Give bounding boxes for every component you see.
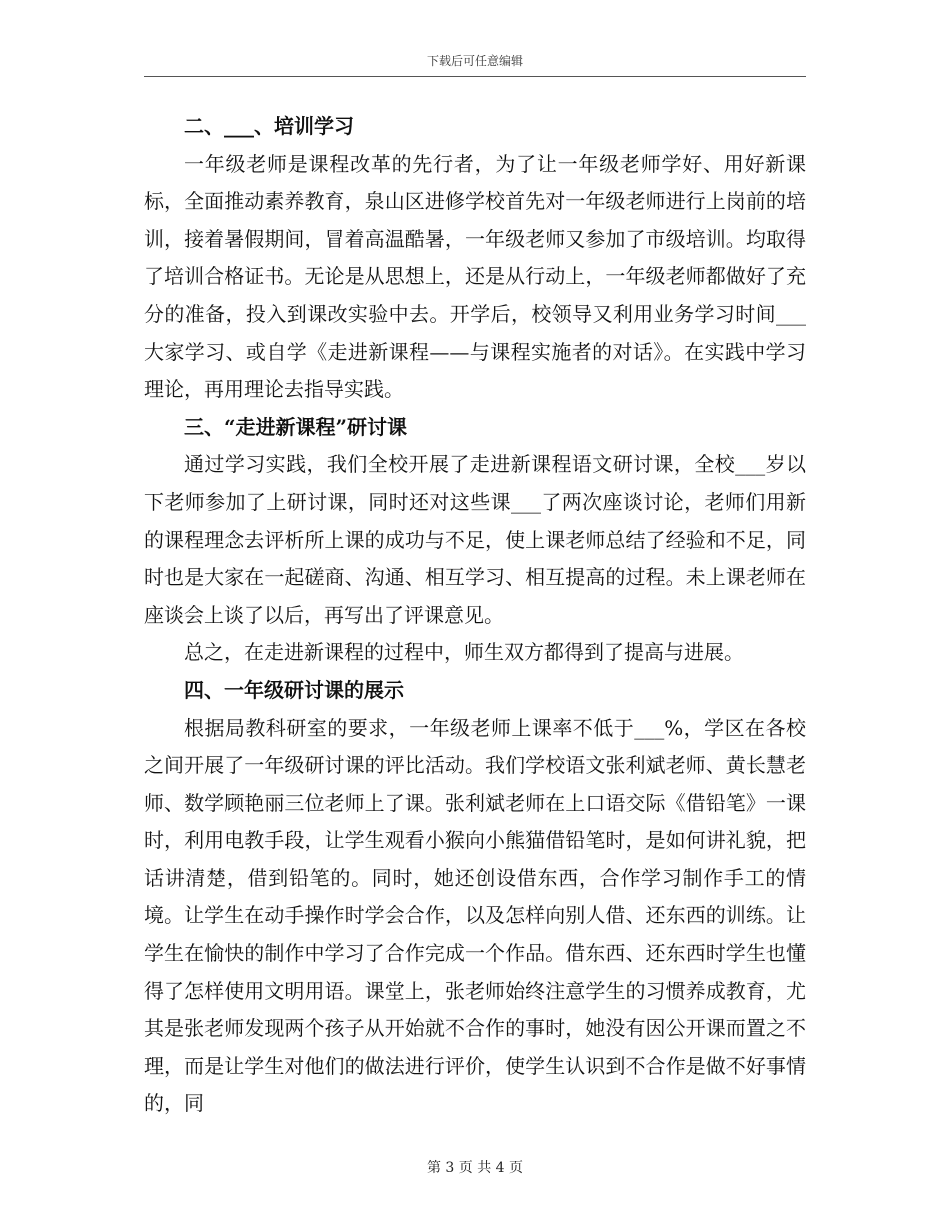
- section-heading-training: 二、___、培训学习: [184, 114, 354, 138]
- paragraph-seminar: 通过学习实践，我们全校开展了走进新课程语文研讨课，全校___岁以下老师参加了上研讨课，同时还对这些课___了两次座谈讨论，老师们用新的课程理念去评析所上课的成功与不足，使上课老师总结了经验和不足，同时也是大家在一起磋商、沟通、相互学习、相互提高的过程。未上课老师在座谈会上谈了以后，再写出了评课意见。: [144, 452, 806, 627]
- paragraph-summary: 总之，在走进新课程的过程中，师生双方都得到了提高与进展。: [184, 640, 744, 665]
- section-heading-showcase: 四、一年级研讨课的展示: [184, 677, 404, 702]
- header-divider: [144, 76, 806, 77]
- document-body: [144, 108, 806, 1123]
- section-heading-seminar: 三、“走进新课程”研讨课: [184, 414, 408, 439]
- paragraph-training: 一年级老师是课程改革的先行者，为了让一年级老师学好、用好新课标，全面推动素养教育，泉山区进修学校首先对一年级老师进行上岗前的培训，接着暑假期间，冒着高温酷暑，一年级老师又参加了市级培训。均取得了培训合格证书。无论是从思想上，还是从行动上，一年级老师都做好了充分的准备，投入到课改实验中去。开学后，校领导又利用业务学习时间___大家学习、或自学《走进新课程——与课程实施者的对话》。在实践中学习理论，再用理论去指导实践。: [144, 151, 806, 402]
- page-header: 下载后可任意编辑: [426, 54, 523, 68]
- page-number: 第 3 页 共 4 页: [426, 1160, 524, 1176]
- paragraph-showcase: 根据局教科研室的要求，一年级老师上课率不低于___%，学区在各校之间开展了一年级研讨课的评比活动。我们学校语文张利斌老师、黄长慧老师、数学顾艳丽三位老师上了课。张利斌老师在上口语交际《借铅笔》一课时，利用电教手段，让学生观看小猴向小熊猫借铅笔时，是如何讲礼貌，把话讲清楚，借到铅笔的。同时，她还创设借东西，合作学习制作手工的情境。让学生在动手操作时学会合作，以及怎样向别人借、还东西的训练。让学生在愉快的制作中学习了合作完成一个作品。借东西、还东西时学生也懂得了怎样使用文明用语。课堂上，张老师始终注意学生的习惯养成教育，尤其是张老师发现两个孩子从开始就不合作的事时，她没有因公开课而置之不理，而是让学生对他们的做法进行评价，使学生认识到不合作是做不好事情的，同: [144, 715, 806, 1116]
